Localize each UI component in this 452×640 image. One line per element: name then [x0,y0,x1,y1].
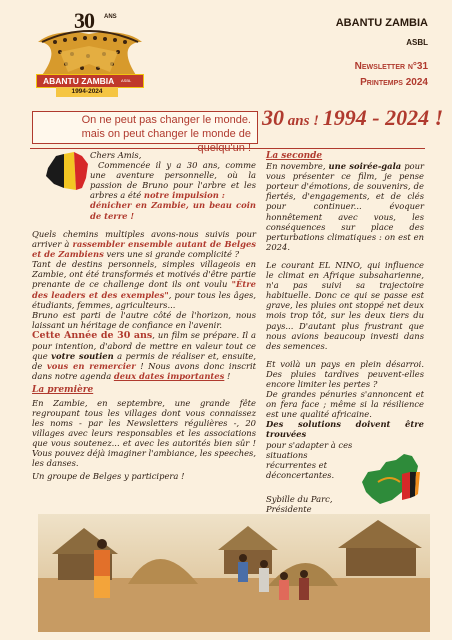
right-p4: De grandes pénuries s'annoncent et on fera face ; même si la résilience est une qualité africaine. [266,389,424,420]
left-p2c: vers une si grande complicité ? [103,249,240,260]
right-p6: pour s'adapter à ces situations récurrentes et déconcertantes. [266,439,353,480]
left-p5h: ! [224,371,231,382]
left-p2a: Quels chemins multiples avons-nous suivis pour arriver à [32,229,256,250]
left-p2b: rassembler ensemble autant de Belges et de Zambiens [32,239,257,260]
section-first: La première [32,385,94,396]
quote-line-1: On ne peut pas changer le monde. [81,114,251,126]
left-p1c: dénicher en Zambie, un beau coin de terre ! [90,200,256,221]
left-p5f: ! Nous avons donc inscrit dans notre agenda [32,361,257,382]
left-p1b: notre impulsion : [143,190,225,201]
left-p1a: Commencée il y a 30 ans, comme une aventure personnelle, où la passion de Bruno pour l'arbre et les arbres a été [90,160,256,201]
logo-band [36,74,144,88]
logo [30,8,148,100]
signature-name: Sybille du Parc, [266,493,333,504]
org-name: ABANTU ZAMBIA [335,17,428,29]
right-p1c: pour vous présenter ce film, je pense porteur d'émotions, de souvenirs, de fiertés, d'engagements, et de clés pour continuer... évoquer honnêtement avec vous, les conséquences sur place des perturbations climatiques : on est en 2024. [266,161,424,252]
org-asbl: ASBL [406,38,428,47]
village-photo [38,514,430,632]
left-p5g: deux dates importantes [113,371,225,382]
logo-name: ABANTU ZAMBIA [43,76,115,86]
left-p4: Bruno est parti de l'autre côté de l'horizon, nous laissant un héritage de confiance en l'avenir. [32,309,256,330]
left-p3b: "Être des leaders et des exemples" [32,279,256,300]
right-p1b: une soirée-gala [328,161,402,172]
logo-years: 1994-2024 [56,87,118,97]
greeting: Chers Amis, [90,150,142,160]
anniversary-title [262,105,444,131]
left-p3a: Tant de destins personnels, simples villageois en Zambie, ont été transformés et motivés d'être partie prenante de ce challenge dont ils ont voulu [32,259,256,290]
anniversary-ans: ans ! [284,113,323,129]
right-p3: Et voilà un pays en plein désarroi. Des pluies tardives peuvent-elles encore limiter les pertes ? [266,358,424,389]
left-column [32,229,256,481]
newsletter-number: Newsletter n°31 [354,61,428,72]
newsletter-season: Printemps 2024 [360,77,428,88]
left-p5a: Cette Année de 30 ans [32,329,153,341]
left-p5e: vous en remercier [46,361,136,372]
signature-title: Présidente [266,504,312,514]
anniversary-range: 1994 - 2024 ! [322,105,444,130]
anniversary-number: 30 [262,105,284,130]
right-p2: Le courant EL NINO, qui influence le climat en Afrique subsaharienne, n'a pas suivi sa trajectoire habituelle. Donc ce qui se passe est grave, les pluies ont stoppé net deux mois trop tôt, sur les deux tiers du pays... D'autant plus frustrant que nous avions beaucoup investi dans des semences. [266,259,424,351]
left-p5c: votre soutien [51,351,114,362]
right-p1a: En novembre, [266,161,329,172]
quote-line-2: mais on peut changer le monde de quelqu'un ! [81,128,251,154]
logo-ans: ANS [104,14,117,20]
left-p7: Un groupe de Belges y participera ! [32,471,185,482]
left-p6: En Zambie, en septembre, une grande fête regroupant tous les villages dont vous connaissez les noms - par les Newsletters régulières -, 20 villages avec leurs responsables et les associations que vous soutenez... et avec les autorités bien sûr ! Vous pouvez déjà imaginer l'ambiance, les speeches, les danses. [32,397,256,469]
right-p5: Des solutions doivent être trouvées [266,419,424,440]
quote-box [32,111,258,154]
left-p5d: a permis de réaliser et, ensuite, de [32,351,256,372]
zambia-map-icon [358,452,430,508]
left-p3c: , pour tous les âges, étudiants, femmes, agriculteurs... [32,289,256,310]
section-second: La seconde [266,151,323,161]
logo-asbl: ASBL [121,78,132,83]
belgium-flag-icon [42,148,92,194]
logo-number: 30 [74,8,94,33]
left-p5b: , un film se prépare. Il a pour intention, d'abord de mettre en valeur tout ce que [32,329,256,362]
left-intro [90,150,256,221]
